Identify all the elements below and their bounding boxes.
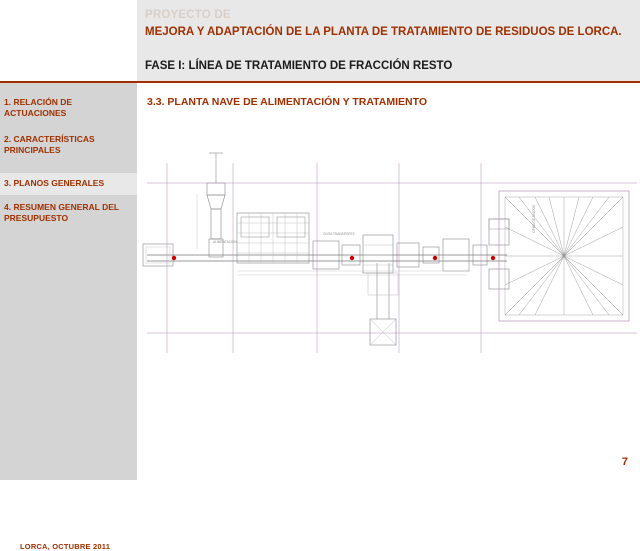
project-title: MEJORA Y ADAPTACIÓN DE LA PLANTA DE TRATAMIENTO DE RESIDUOS DE LORCA. xyxy=(145,26,622,38)
page-title: 3.3. PLANTA NAVE DE ALIMENTACIÓN Y TRATAMIENTO xyxy=(147,96,428,108)
sidebar-item-relacion-actuaciones[interactable] xyxy=(0,97,137,119)
sidebar-item-resumen-presupuesto[interactable] xyxy=(0,202,137,224)
sidebar-item-label: 1. RELACIÓN DE ACTUACIONES xyxy=(4,97,73,118)
sidebar-item-label: 2. CARACTERÍSTICAS PRINCIPALES xyxy=(4,134,95,155)
drawing-label-left: ALIMENTACIÓN xyxy=(213,240,237,244)
footer-location-date: LORCA, OCTUBRE 2011 xyxy=(20,542,111,551)
project-phase: FASE I: LÍNEA DE TRATAMIENTO DE FRACCIÓN RESTO xyxy=(145,60,453,72)
drawing-label-right: CRIBA DE DISCOS xyxy=(532,205,536,233)
sidebar-item-label: 3. PLANOS GENERALES xyxy=(4,178,105,188)
drawing-markers xyxy=(172,256,495,260)
sidebar xyxy=(0,83,137,551)
header-logo-area xyxy=(0,0,138,83)
content-area xyxy=(137,83,640,480)
sidebar-item-caracteristicas[interactable] xyxy=(0,134,137,156)
drawing-label-mid: CINTA TRANSPORTE xyxy=(323,232,355,236)
sidebar-item-label: 4. RESUMEN GENERAL DEL PRESUPUESTO xyxy=(4,202,119,223)
page-number: 7 xyxy=(621,456,628,468)
sidebar-item-planos-generales[interactable] xyxy=(0,173,137,195)
plant-layout-drawing xyxy=(137,123,640,453)
project-label: PROYECTO DE xyxy=(145,9,231,21)
